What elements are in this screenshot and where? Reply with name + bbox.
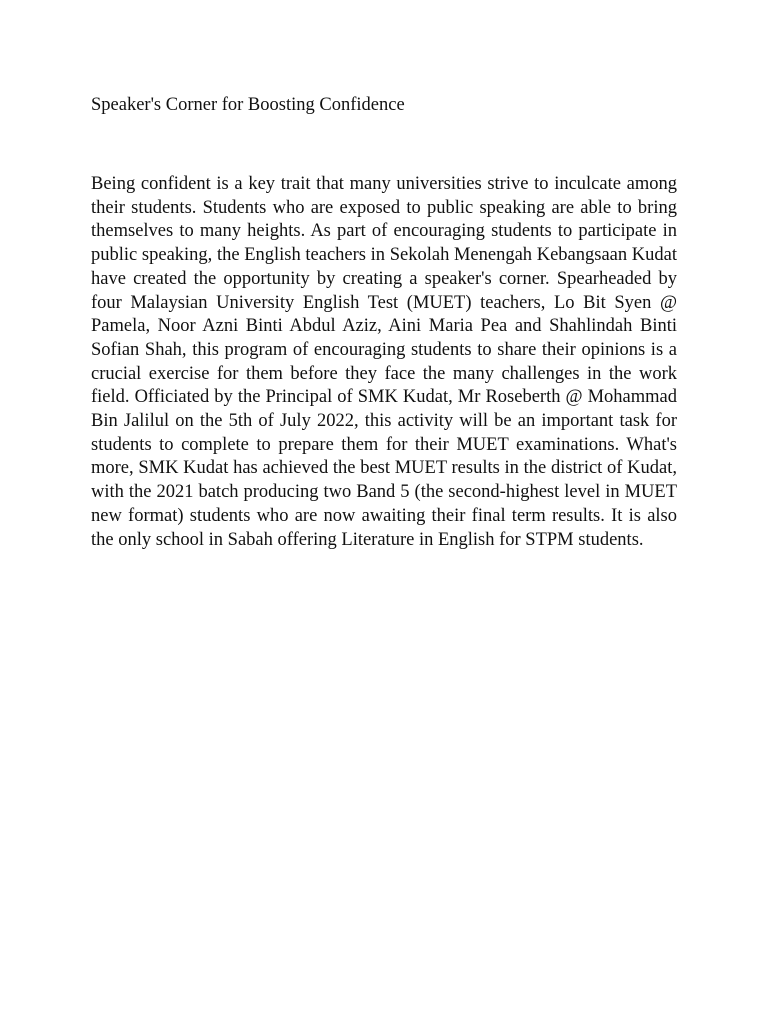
document-title: Speaker's Corner for Boosting Confidence bbox=[91, 95, 405, 115]
document-body-paragraph: Being confident is a key trait that many universities strive to inculcate among their students. Students who are exposed to public speaking are able to bring themselves to many heights. As part of encouraging students to participate in public speaking, the English teachers in Sekolah Menengah Kebangsaan Kudat have created the opportunity by creating a speaker's corner. Spearheaded by four Malaysian University English Test (MUET) teachers, Lo Bit Syen @ Pamela, Noor Azni Binti Abdul Aziz, Aini Maria Pea and Shahlindah Binti Sofian Shah, this program of encouraging students to share their opinions is a crucial exercise for them before they face the many challenges in the work field. Officiated by the Principal of SMK Kudat, Mr Roseberth @ Mohammad Bin Jalilul on the 5th of July 2022, this activity will be an important task for students to complete to prepare them for their MUET examinations. What's more, SMK Kudat has achieved the best MUET results in the district of Kudat, with the 2021 batch producing two Band 5 (the second-highest level in MUET new format) students who are now awaiting their final term results. It is also the only school in Sabah offering Literature in English for STPM students. bbox=[91, 174, 677, 550]
